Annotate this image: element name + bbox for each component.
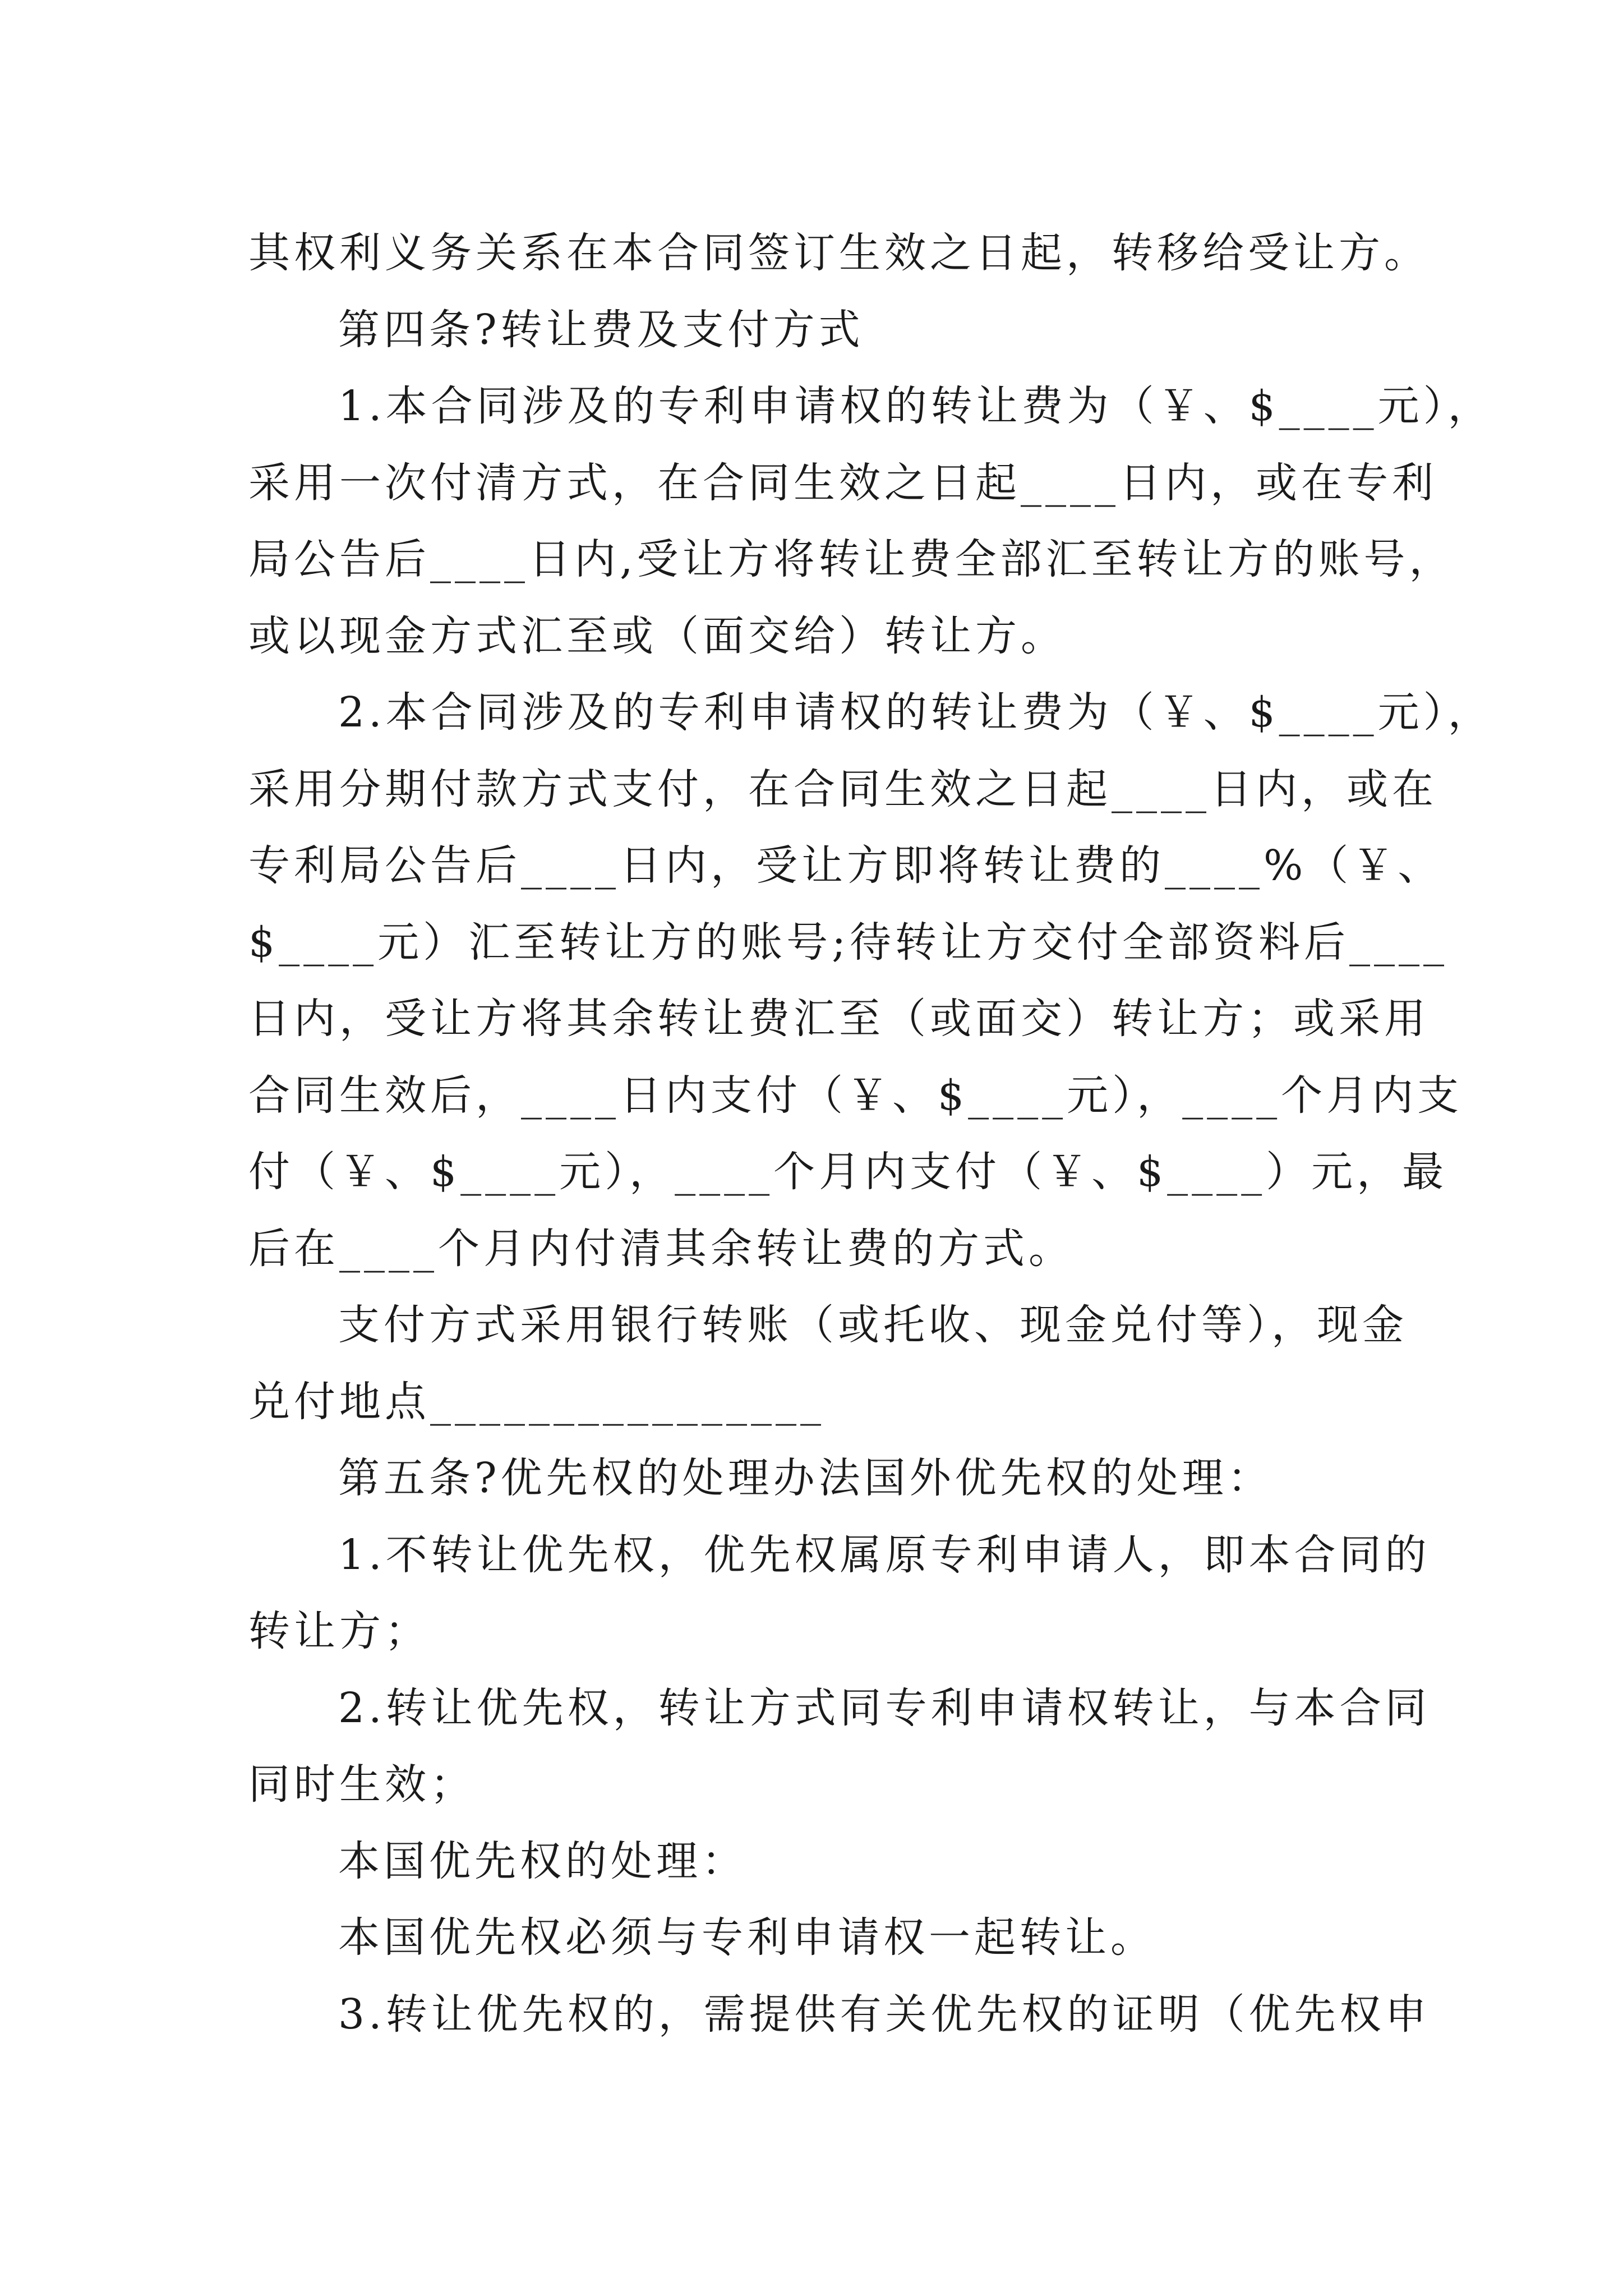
text-line: 本国优先权必须与专利申请权一起转让。: [338, 1913, 1156, 1962]
text-line: 采用分期付款方式支付，在合同生效之日起____日内，或在: [248, 765, 1437, 813]
text-line: 转让方；: [248, 1607, 430, 1655]
text-line: 本国优先权的处理：: [338, 1837, 747, 1885]
text-line: 1.本合同涉及的专利申请权的转让费为（￥、$____元），: [338, 382, 1493, 430]
text-line: 兑付地点________________: [248, 1377, 825, 1426]
text-line: 支付方式采用银行转账（或托收、现金兑付等），现金: [338, 1301, 1408, 1349]
text-line: 3.转让优先权的，需提供有关优先权的证明（优先权申: [338, 1990, 1431, 2039]
text-line: 采用一次付清方式，在合同生效之日起____日内，或在专利: [248, 458, 1437, 507]
text-line: 第四条?转让费及支付方式: [338, 305, 864, 354]
text-line: 其权利义务关系在本合同签订生效之日起，转移给受让方。: [248, 229, 1430, 277]
text-line: 局公告后____日内,受让方将转让费全部汇至转让方的账号，: [248, 535, 1455, 583]
text-line: 2.本合同涉及的专利申请权的转让费为（￥、$____元），: [338, 688, 1493, 737]
text-line: 或以现金方式汇至或（面交给）转让方。: [248, 611, 1066, 660]
text-line: 1.不转让优先权，优先权属原专利申请人，即本合同的: [338, 1530, 1431, 1579]
text-line: $____元）汇至转让方的账号;待转让方交付全部资料后____: [248, 918, 1449, 967]
text-line: 日内，受让方将其余转让费汇至（或面交）转让方；或采用: [248, 995, 1430, 1043]
text-line: 付（￥、$____元），____个月内支付（￥、$____）元，最: [248, 1148, 1448, 1196]
text-line: 后在____个月内付清其余转让费的方式。: [248, 1224, 1074, 1273]
text-line: 合同生效后，____日内支付（￥、$____元），____个月内支: [248, 1071, 1463, 1120]
text-line: 2.转让优先权，转让方式同专利申请权转让，与本合同: [338, 1683, 1431, 1732]
document-body: [248, 215, 1493, 2053]
text-line: 专利局公告后____日内，受让方即将转让费的____%（￥、: [248, 841, 1444, 890]
text-line: 同时生效；: [248, 1760, 476, 1809]
text-line: 第五条?优先权的处理办法国外优先权的处理：: [338, 1454, 1273, 1502]
